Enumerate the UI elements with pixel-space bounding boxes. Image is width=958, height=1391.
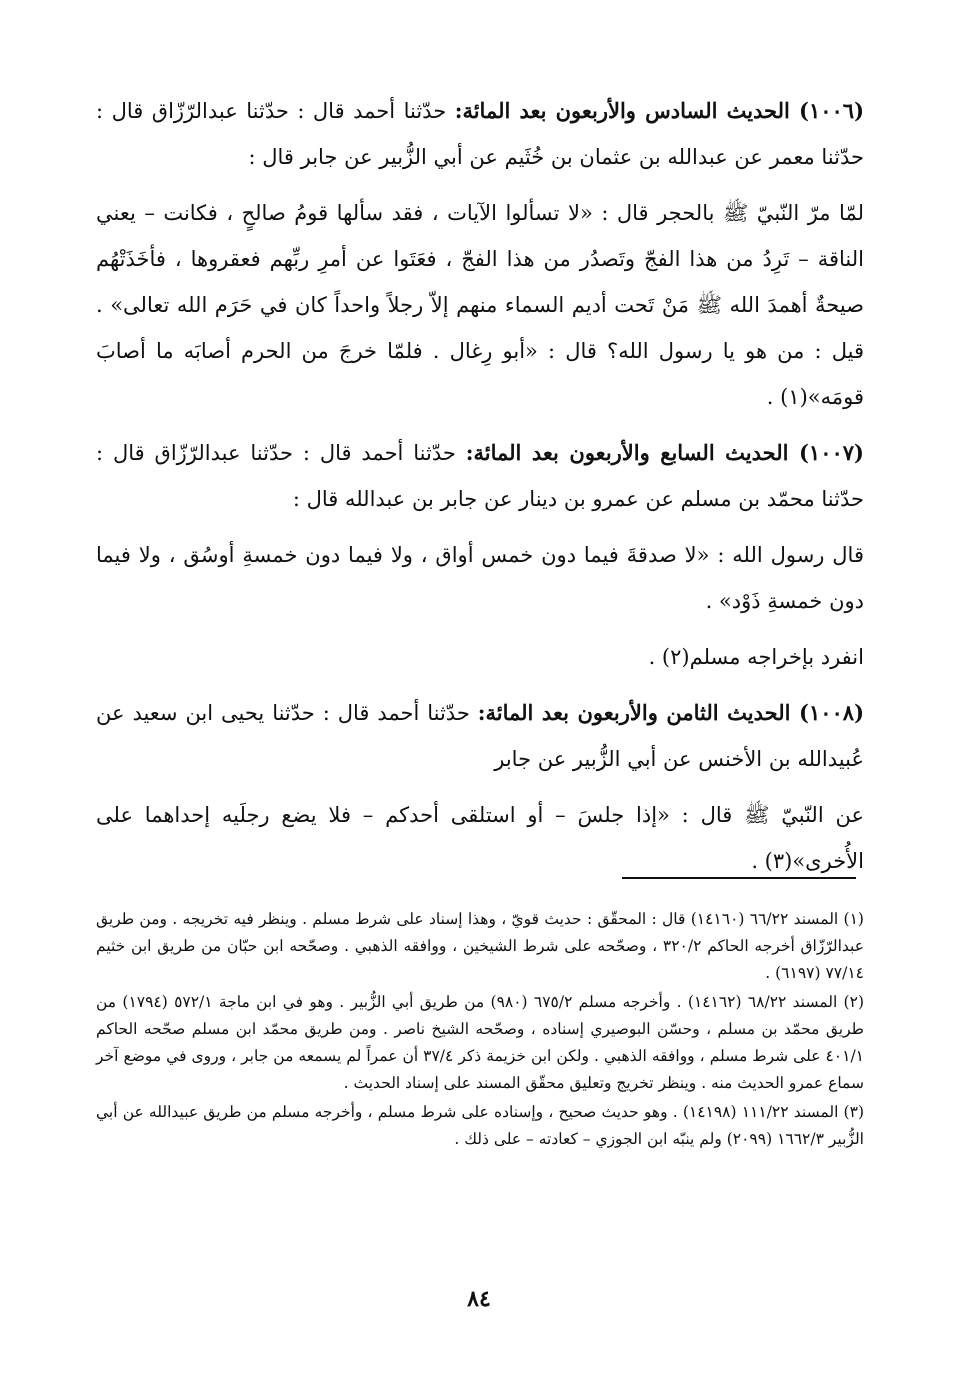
page-number: ٨٤ <box>467 1286 491 1312</box>
hadith-1007-isnad <box>96 430 864 522</box>
hadith-1007-note: انفرد بإخراجه مسلم(٢) . <box>648 645 864 669</box>
footnote-1: (١) المسند ٦٦/٢٢ (١٤١٦٠) قال : المحقّق : حديث قويّ ، وهذا إسناد على شرط مسلم . وينظر فيه تخريجه . ومن طريق عبدالرّزّاق أخرجه الحاكم ٣٢٠/٢ ، وصحّحه على شرط الشيخين ، ووافقه الذهبي . وصحّحه ابن حبّان من طريق ابن خثيم ٧٧/١٤ (٦١٩٧) . <box>96 910 864 982</box>
footnote-3: (٣) المسند ١١١/٢٢ (١٤١٩٨) . وهو حديث صحيح ، وإسناده على شرط مسلم ، وأخرجه مسلم من طريق عبيدالله عن أبي الزُّبير ١٦٦٢/٣ (٢٠٩٩) ولم ينبّه ابن الجوزي – كعادته – على ذلك . <box>96 1103 864 1148</box>
hadith-1008-text: عن النّبيّ ﷺ قال : «إذا جلسَ – أو استلقى أحدكم – فلا يضع رجلَيه إحداهما على الأُخرى»(٣) . <box>96 803 864 873</box>
hadith-1007-text: قال رسول الله : «لا صدقةَ فيما دون خمس أواق ، ولا فيما دون خمسةِ أوسُق ، ولا فيما دون خمسةِ ذَوْد» . <box>96 543 864 613</box>
hadith-1006-isnad <box>96 88 864 180</box>
hadith-1008-chain: حدّثنا أحمد قال : حدّثنا يحيى ابن سعيد عن عُبيدالله بن الأخنس عن أبي الزُّبير عن جابر <box>96 701 864 771</box>
hadith-1007-chain: حدّثنا أحمد قال : حدّثنا عبدالرّزّاق قال : حدّثنا محمّد بن مسلم عن عمرو بن دينار عن جابر بن عبدالله قال : <box>96 441 864 511</box>
main-text <box>96 88 864 894</box>
hadith-1007-heading: (١٠٠٧) الحديث السابع والأربعون بعد المائة: <box>465 440 864 465</box>
footnote-2: (٢) المسند ٦٨/٢٢ (١٤١٦٢) . وأخرجه مسلم ٦٧٥/٢ (٩٨٠) من طريق أبي الزُّبير . وهو في ابن ماجة ٥٧٢/١ (١٧٩٤) من طريق محمّد بن مسلم ، وحسّن البوصيري إسناده ، وصحّحه الشيخ ناصر . ومن طريق محمّد ابن مسلم صحّحه الحاكم ٤٠١/١ على شرط مسلم ، ووافقه الذهبي . ولكن ابن خزيمة ذكر ٣٧/٤ أن عمراً لم يسمعه من جابر ، وروى في موضع آخر سماع عمرو الحديث منه . وينظر تخريج وتعليق محقّق المسند على إسناد الحديث . <box>96 993 864 1092</box>
hadith-1008-heading: (١٠٠٨) الحديث الثامن والأربعون بعد المائة: <box>477 700 864 725</box>
hadith-1008-isnad <box>96 690 864 782</box>
footnotes <box>96 906 864 1155</box>
hadith-1006-chain: حدّثنا أحمد قال : حدّثنا عبدالرّزّاق قال : حدّثنا معمر عن عبدالله بن عثمان بن خُثَيم عن أبي الزُّبير عن جابر قال : <box>96 99 864 169</box>
footnote-separator <box>622 877 856 879</box>
hadith-1006-heading: (١٠٠٦) الحديث السادس والأربعون بعد المائة: <box>454 98 864 123</box>
hadith-1006-text: لمّا مرّ النّبيّ ﷺ بالحجر قال : «لا تسألوا الآيات ، فقد سألها قومُ صالحٍ ، فكانت – يعني الناقة – تَرِدُ من هذا الفجّ وتَصدُر من هذا الفجّ ، فعَتَوا عن أمرِ ربِّهم فعقروها ، فأخَذَتْهُم صيحةٌ أهمدَ الله ﷺ مَنْ تَحت أديم السماء منهم إلاّ رجلاً واحداً كان في حَرَم الله تعالى» . قيل : من هو يا رسول الله؟ قال : «أبو رِغال . فلمّا خرجَ من الحرم أصابَه ما أصابَ قومَه»(١) . <box>96 201 864 409</box>
